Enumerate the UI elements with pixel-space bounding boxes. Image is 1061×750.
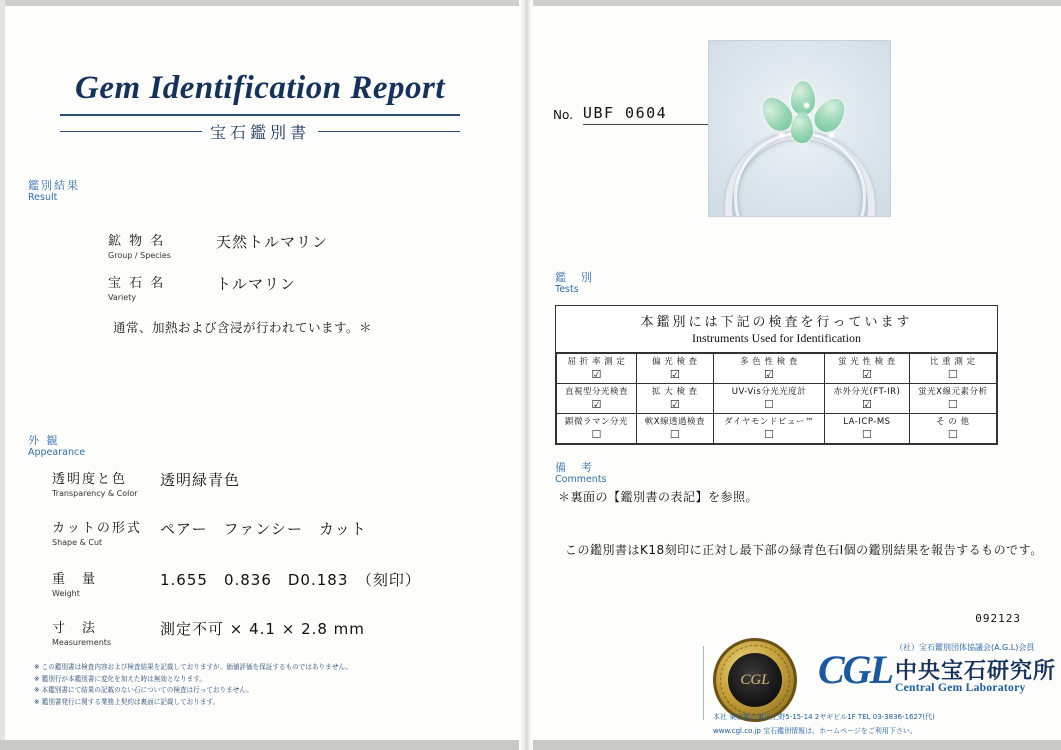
test-cell[interactable]: 比 重 測 定 ☐	[909, 354, 996, 384]
sparkle-icon	[829, 133, 834, 138]
table-row	[557, 384, 997, 414]
test-cell[interactable]: 蛍 光 性 検 査 ☑	[825, 354, 909, 384]
test-cell[interactable]: 蛍光X線元素分析 ☐	[909, 384, 996, 414]
cgl-logo-icon: CGL	[818, 647, 892, 692]
test-cell[interactable]: 偏 光 検 査 ☑	[636, 354, 713, 384]
comment-line-1: ＊裏面の【鑑別書の表記】を参照。	[558, 490, 759, 504]
section-appearance: 外 観 Appearance	[28, 434, 86, 458]
field-value: 測定不可 × 4.1 × 2.8 mm	[160, 620, 365, 638]
test-cell[interactable]: 赤外分光(FT-IR) ☑	[825, 384, 909, 414]
field-value: ペアー ファンシー カット	[160, 520, 367, 538]
logo-divider	[703, 646, 704, 720]
report-number-label: No.	[553, 108, 573, 122]
test-cell[interactable]: そ の 他 ☐	[909, 414, 996, 444]
field-variety	[108, 272, 296, 302]
checkbox-icon	[592, 369, 602, 380]
section-result: 鑑別結果 Result	[28, 179, 80, 203]
field-weight	[52, 568, 421, 598]
field-label: 鉱 物 名 Group / Species	[108, 234, 171, 260]
subtitle-rule-right	[318, 131, 460, 132]
result-note: 通常、加熱および含浸が行われています。＊	[113, 320, 373, 335]
checkbox-icon	[862, 399, 872, 410]
table-row	[557, 354, 997, 384]
gemstone	[791, 81, 815, 115]
field-shape-cut	[52, 517, 367, 547]
gold-seal-icon	[713, 638, 797, 722]
seal-ring	[720, 645, 790, 715]
report-title-block	[60, 70, 460, 143]
serial-number: 092123	[975, 612, 1021, 625]
field-value: 透明緑青色	[160, 471, 241, 489]
test-cell[interactable]: 直視型分光検査 ☑	[557, 384, 637, 414]
checkbox-icon	[862, 369, 872, 380]
lab-website[interactable]: www.cgl.co.jp 宝石鑑別情報は、ホームページをご利用下さい。	[713, 727, 917, 735]
tests-table-header: 本鑑別には下記の検査を行っています Instruments Used for Identification	[556, 306, 997, 353]
checkbox-icon	[670, 399, 680, 410]
field-transparency-color	[52, 468, 240, 498]
checkbox-icon	[670, 369, 680, 380]
field-label: 透明度と色 Transparency & Color	[52, 472, 138, 498]
legal-fine-print: ※ この鑑別書は検査内容および検査結果を記載しておりますが、価値評価を保証するものではありません。 ※ 鑑別行が本鑑別書に変化を加えた時は無効となります。 ※ 本鑑別書にて結果の記載のない石についての検査は行っておりません。 ※ 鑑別書発行に関する業務上契約は裏面に記載しております。	[34, 663, 352, 706]
lab-association: （社）宝石鑑別団体協議会(A.G.L)会員	[895, 643, 1035, 652]
seal-inner: CGL	[728, 653, 782, 707]
field-group-species	[108, 230, 328, 260]
checkbox-icon	[948, 399, 958, 410]
checkbox-icon	[764, 429, 774, 440]
test-cell[interactable]: 軟X線透過検査 ☐	[636, 414, 713, 444]
sparkle-icon	[804, 103, 809, 108]
page-subtitle: 宝石鑑別書	[210, 123, 311, 142]
checkbox-icon	[670, 429, 680, 440]
test-cell[interactable]: 屈 折 率 測 定 ☑	[557, 354, 637, 384]
field-label: 寸 法 Measurements	[52, 621, 112, 647]
subtitle-rule-left	[60, 131, 202, 132]
lab-name-en: Central Gem Laboratory	[895, 682, 1026, 694]
field-label: 宝 石 名 Variety	[108, 276, 166, 302]
right-panel	[533, 0, 1061, 750]
section-comments: 備 考 Comments	[555, 461, 607, 485]
test-cell[interactable]: UV-Vis分光光度計 ☐	[713, 384, 824, 414]
left-panel	[0, 0, 519, 750]
test-cell[interactable]: 拡 大 検 査 ☑	[636, 384, 713, 414]
field-measurements	[52, 617, 365, 647]
checkbox-icon	[592, 399, 602, 410]
checkbox-icon	[592, 429, 602, 440]
test-cell[interactable]: 顕微ラマン分光 ☐	[557, 414, 637, 444]
checkbox-icon	[948, 369, 958, 380]
gem-photo	[708, 40, 891, 217]
page-fold	[519, 0, 533, 750]
title-subtitle-row	[60, 120, 460, 143]
checkbox-icon	[948, 429, 958, 440]
field-value: 1.655 0.836 D0.183 （刻印）	[160, 571, 421, 589]
field-value: 天然トルマリン	[216, 233, 329, 251]
report-number-value: UBF 0604	[582, 104, 668, 122]
report-number-field	[583, 104, 708, 125]
gemstone	[791, 113, 813, 143]
field-value: トルマリン	[216, 275, 297, 293]
sparkle-icon	[779, 133, 784, 138]
title-divider	[60, 114, 460, 116]
checkbox-icon	[764, 399, 774, 410]
test-cell[interactable]: LA-ICP-MS ☐	[825, 414, 909, 444]
checkbox-icon	[764, 369, 774, 380]
lab-name-jp: 中央宝石研究所	[895, 659, 1057, 684]
gemstone	[809, 93, 851, 137]
field-label: カットの形式 Shape & Cut	[52, 521, 142, 547]
page-title: Gem Identification Report	[75, 70, 445, 106]
field-label: 重 量 Weight	[52, 572, 98, 598]
test-cell[interactable]: 多 色 性 検 査 ☑	[713, 354, 824, 384]
tests-table	[555, 305, 998, 445]
report-number-row	[553, 104, 708, 125]
lab-address: 本社 東京都台東区上野5-15-14 2ヤギビル1F TEL 03-3836-1627(代)	[713, 713, 935, 721]
section-tests: 鑑 別 Tests	[555, 271, 594, 295]
test-cell[interactable]: ダイヤモンドビュー™ ☐	[713, 414, 824, 444]
comment-line-2: この鑑別書はK18刻印に正対し最下部の緑青色石I個の鑑別結果を報告するものです。	[565, 543, 1043, 557]
table-row	[557, 414, 997, 444]
checkbox-icon	[862, 429, 872, 440]
